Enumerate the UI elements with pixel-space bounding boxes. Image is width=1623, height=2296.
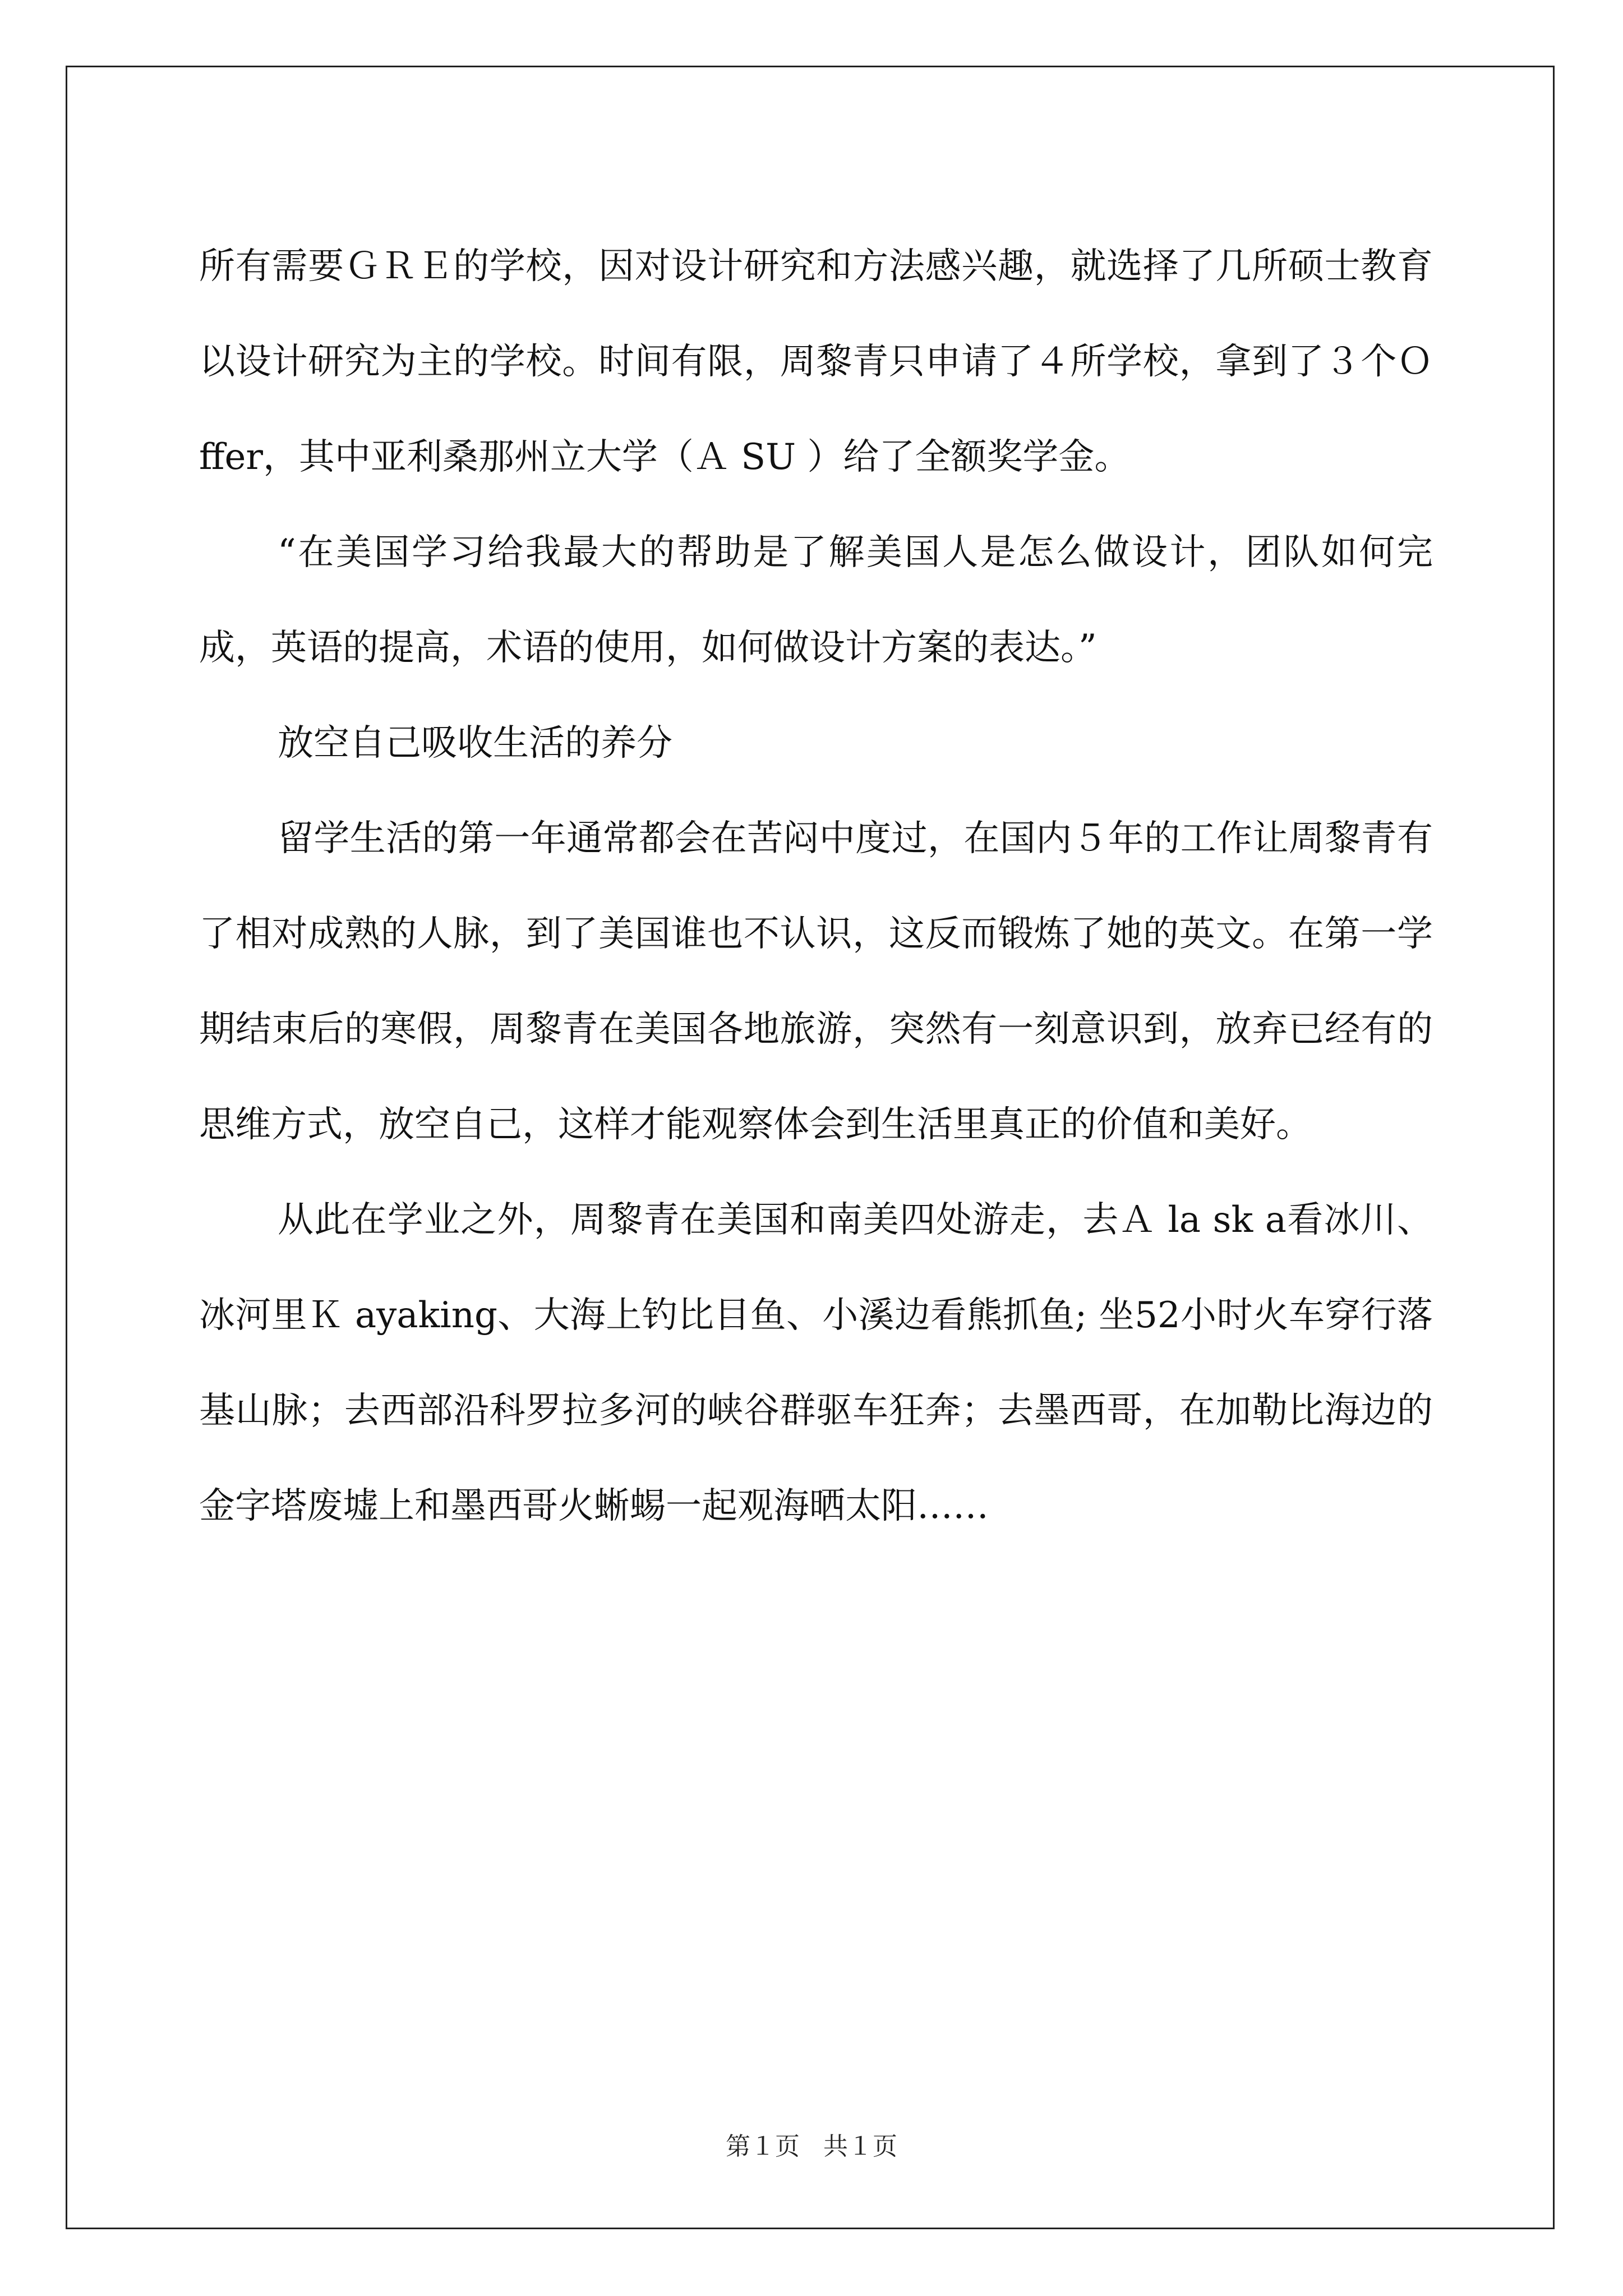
page-footer bbox=[0, 2126, 1623, 2162]
section-heading: 放空自己吸收生活的养分 bbox=[278, 723, 672, 764]
paragraph-1: 所有需要ＧＲＥ的学校，因对设计研究和方法感兴趣，就选择了几所硕士教育以设计研究为主的学校。时间有限，周黎青只申请了４所学校，拿到了３个Ｏ ffer，其中亚利桑那州立大学（Ａ SU ）给了全额奖学金。 bbox=[199, 246, 1433, 478]
paragraph-2-quote: “在美国学习给我最大的帮助是了解美国人是怎么做设计，团队如何完成，英语的提高，术语的使用，如何做设计方案的表达。” bbox=[199, 532, 1433, 669]
paragraph-4: 留学生活的第一年通常都会在苦闷中度过，在国内５年的工作让周黎青有了相对成熟的人脉，到了美国谁也不认识，这反而锻炼了她的英文。在第一学期结束后的寒假，周黎青在美国各地旅游，突然有一刻意识到，放弃已经有的思维方式，放空自己，这样才能观察体会到生活里真正的价值和美好。 bbox=[199, 818, 1433, 1145]
page-total: 共１页 bbox=[823, 2132, 897, 2161]
paragraph-5: 从此在学业之外，周黎青在美国和南美四处游走，去Ａ la sk a看冰川、冰河里Ｋ ayaking、大海上钓比目鱼、小溪边看熊抓鱼; 坐52小时火车穿行落基山脉；去西部沿科罗拉多河的峡谷群驱车狂奔；去墨西哥，在加勒比海边的金字塔废墟上和墨西哥火蜥蜴一起观海晒太阳…… bbox=[199, 1199, 1433, 1527]
page-number: 第１页 bbox=[726, 2132, 800, 2161]
document-body bbox=[199, 219, 1433, 1554]
